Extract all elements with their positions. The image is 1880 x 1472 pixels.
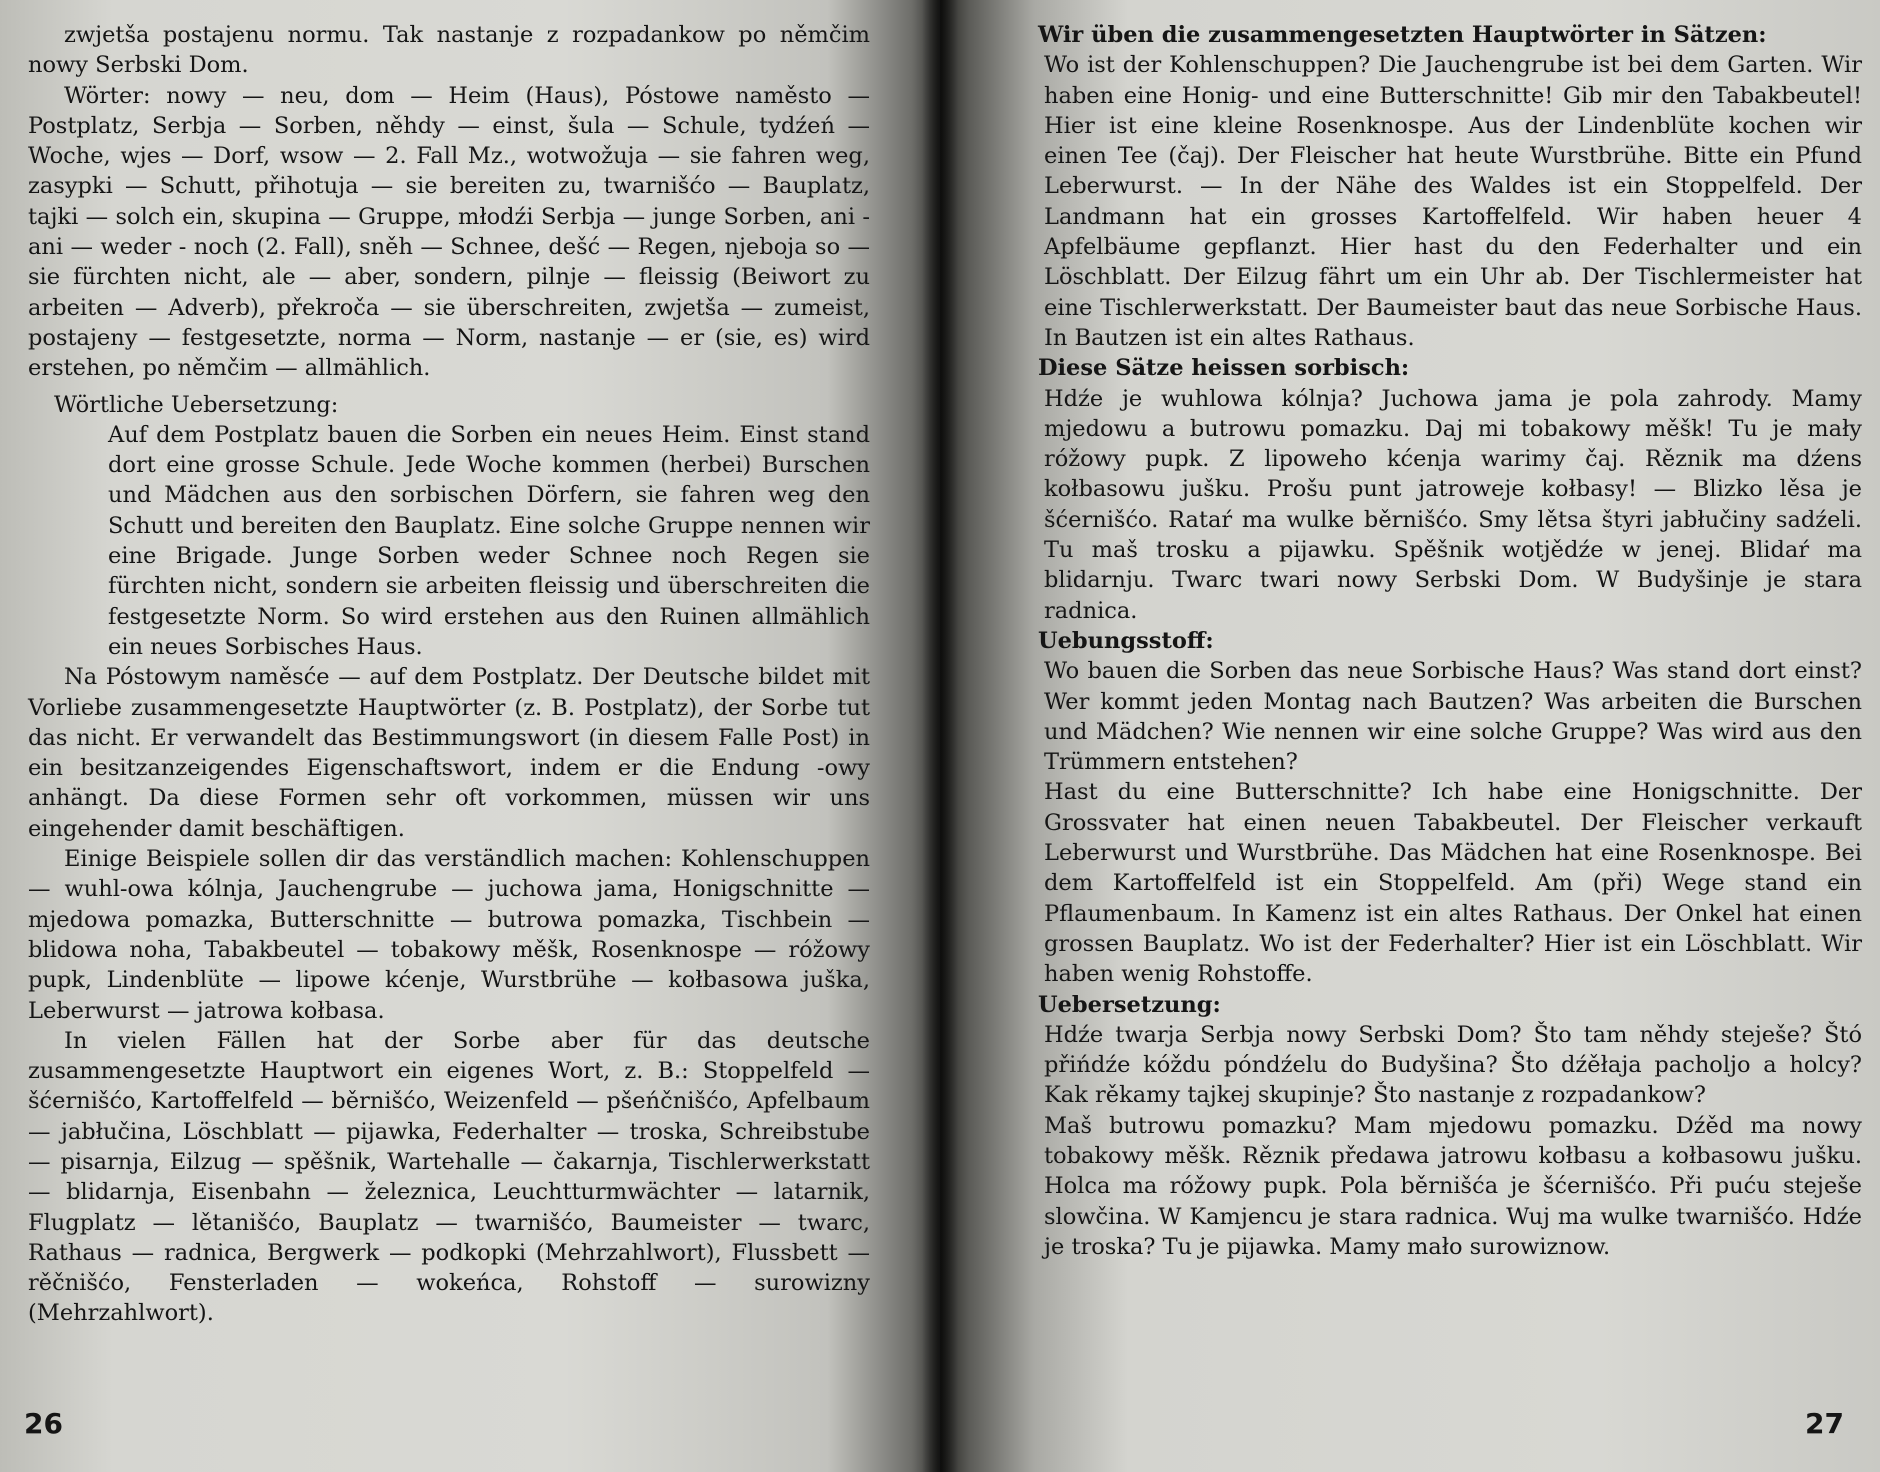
- right-exercise-sentences: Hast du eine Butterschnitte? Ich habe eine Honigschnitte. Der Grossvater hat einen neuen Tabakbeutel. Der Fleischer verkauft Leberwurst und Wurstbrühe. Das Mädchen hat eine Rosenknospe. Bei dem Kartoffelfeld ist ein Stoppelfeld. Am (při) Wege stand ein Pflaumenbaum. In Kamenz ist ein altes Rathaus. Der Onkel hat einen grossen Bauplatz. Wo ist der Federhalter? Hier ist ein Löschblatt. Wir haben wenig Rohstoffe.: [1044, 779, 1862, 988]
- left-paragraph-intro: zwjetša postajenu normu. Tak nastanje z rozpadankow po němčim nowy Serbski Dom.: [28, 22, 870, 79]
- left-paragraph-postowym: Na Póstowym naměsće — auf dem Postplatz. Der Deutsche bildet mit Vorliebe zusammengesetzte Hauptwörter (z. B. Postplatz), der Sorbe tut das nicht. Er verwandelt das Bestimmungswort (in diesem Falle Post) in ein besitzanzeigendes Eigenschaftswort, indem er die Endung -owy anhängt. Da diese Formen sehr oft vorkommen, müssen wir uns eingehender damit beschäftigen.: [28, 664, 870, 842]
- right-exercise-questions: Wo bauen die Sorben das neue Sorbische Haus? Was stand dort einst? Wer kommt jeden Montag nach Bautzen? Was arbeiten die Burschen und Mädchen? Wie nennen wir eine solche Gruppe? Was wird aus den Trümmern entstehen?: [1044, 658, 1862, 776]
- right-page: [940, 0, 1880, 1472]
- right-heading-exercise: Uebungsstoff:: [1038, 627, 1214, 654]
- left-paragraph-examples: Einige Beispiele sollen dir das verständlich machen: Kohlenschuppen — wuhl-owa kólnja, Jauchengrube — juchowa jama, Honigschnitte — mjedowa pomazka, Butterschnitte — butrowa pomazka, Tischbein — blidowa noha, Tabakbeutel — tobakowy měšk, Rosenknospe — róžowy pupk, Lindenblüte — lipowe kćenje, Wurstbrühe — kołbasowa juška, Leberwurst — jatrowa kołbasa.: [28, 846, 870, 1024]
- right-heading-translation: Uebersetzung:: [1038, 991, 1221, 1018]
- left-vocabulary: Wörter: nowy — neu, dom — Heim (Haus), Póstowe naměsto — Postplatz, Serbja — Sorben, něhdy — einst, šula — Schule, tydźeń — Woche, wjes — Dorf, wsow — 2. Fall Mz., wotwožuja — sie fahren weg, zasypki — Schutt, přihotuja — sie bereiten zu, twarnišćo — Bauplatz, tajki — solch ein, skupina — Gruppe, młodźi Serbja — junge Sorben, ani - ani — weder - noch (2. Fall), sněh — Schnee, dešć — Regen, njeboja so — sie fürchten nicht, ale — aber, sondern, pilnje — fleissig (Beiwort zu arbeiten — Adverb), překroča — sie überschreiten, zwjetša — zumeist, postajeny — festgesetzte, norma — Norm, nastanje — er (sie, es) wird erstehen, po němčim — allmählich.: [28, 82, 870, 382]
- left-paragraph-compound-words: In vielen Fällen hat der Sorbe aber für das deutsche zusammengesetzte Hauptwort ein eigenes Wort, z. B.: Stoppelfeld — šćernišćo, Kartoffelfeld — běrnišćo, Weizenfeld — pšeńčnišćo, Apfelbaum — jabłučina, Löschblatt — pijawka, Federhalter — troska, Schreibstube — pisarnja, Eilzug — spěšnik, Wartehalle — čakarnja, Tischlerwerkstatt — blidarnja, Eisenbahn — železnica, Leuchtturmwächter — latarnik, Flugplatz — lětanišćo, Bauplatz — twarnišćo, Baumeister — twarc, Rathaus — radnica, Bergwerk — podkopki (Mehrzahlwort), Flussbett — rěčnišćo, Fensterladen — wokeńca, Rohstoff — surowizny (Mehrzahlwort).: [28, 1027, 870, 1327]
- left-literal-translation: Auf dem Postplatz bauen die Sorben ein neues Heim. Einst stand dort eine grosse Schule. Jede Woche kommen (herbei) Burschen und Mädchen aus den sorbischen Dörfern, sie fahren weg den Schutt und bereiten den Bauplatz. Eine solche Gruppe nennen wir eine Brigade. Junge Sorben weder Schnee noch Regen sie fürchten nicht, sondern sie arbeiten fleissig und überschreiten die festgesetzte Norm. So wird erstehen aus den Ruinen allmählich ein neues Sorbisches Haus.: [108, 421, 870, 660]
- right-translation-sentences: Maš butrowu pomazku? Mam mjedowu pomazku. Dźěd ma nowy tobakowy měšk. Rěznik předawa jatrowu kołbasu a kołbasowu jušku. Holca ma róžowy pupk. Pola běrnišća je šćernišćo. Při puću steješe slowčina. W Kamjencu je stara radnica. Wuj ma wulke twarnišćo. Hdźe je troska? Tu je pijawka. Mamy mało surowiznow.: [1044, 1112, 1862, 1260]
- right-german-sentences: Wo ist der Kohlenschuppen? Die Jauchengrube ist bei dem Garten. Wir haben eine Honig- und eine Butterschnitte! Gib mir den Tabakbeutel! Hier ist eine kleine Rosenknospe. Aus der Lindenblüte kochen wir einen Tee (čaj). Der Fleischer hat heute Wurstbrühe. Bitte ein Pfund Leberwurst. — In der Nähe des Waldes ist ein Stoppelfeld. Der Landmann hat ein grosses Kartoffelfeld. Wir haben heuer 4 Apfelbäume gepflanzt. Hier hast du den Federhalter und ein Löschblatt. Der Eilzug fährt um ein Uhr ab. Der Tischlermeister hat eine Tischlerwerkstatt. Der Baumeister baut das neue Sorbische Haus. In Bautzen ist ein altes Rathaus.: [1044, 52, 1862, 351]
- right-translation-questions: Hdźe twarja Serbja nowy Serbski Dom? Što tam něhdy steješe? Štó přińdźe kóždu póndźelu do Budyšina? Što dźěłaja pacholjo a holcy? Kak rěkamy tajkej skupinje? Što nastanje z rozpadankow?: [1044, 1021, 1862, 1109]
- right-sorbian-sentences: Hdźe je wuhlowa kólnja? Juchowa jama je pola zahrody. Mamy mjedowu a butrowu pomazku. Daj mi tobakowy měšk! Tu je mały róžowy pupk. Z lipoweho kćenja warimy čaj. Rěznik ma dźens kołbasowu jušku. Prošu punt jatroweje kołbasy! — Blizko lěsa je šćernišćo. Rataŕ ma wulke běrnišćo. Smy lětsa štyri jabłučiny sadźeli. Tu maš trosku a pijawku. Spěšnik wotjědźe w jenej. Blidaŕ ma blidarnju. Twarc twari nowy Serbski Dom. W Budyšinje je stara radnica.: [1044, 385, 1862, 624]
- left-heading-translation: Wörtliche Uebersetzung:: [54, 391, 339, 418]
- page-number-right: 27: [1805, 1407, 1844, 1440]
- page-number-left: 26: [24, 1407, 63, 1440]
- right-heading-sorbisch: Diese Sätze heissen sorbisch:: [1038, 355, 1410, 382]
- right-heading-saetze: Wir üben die zusammengesetzten Hauptwörter in Sätzen:: [1038, 22, 1767, 48]
